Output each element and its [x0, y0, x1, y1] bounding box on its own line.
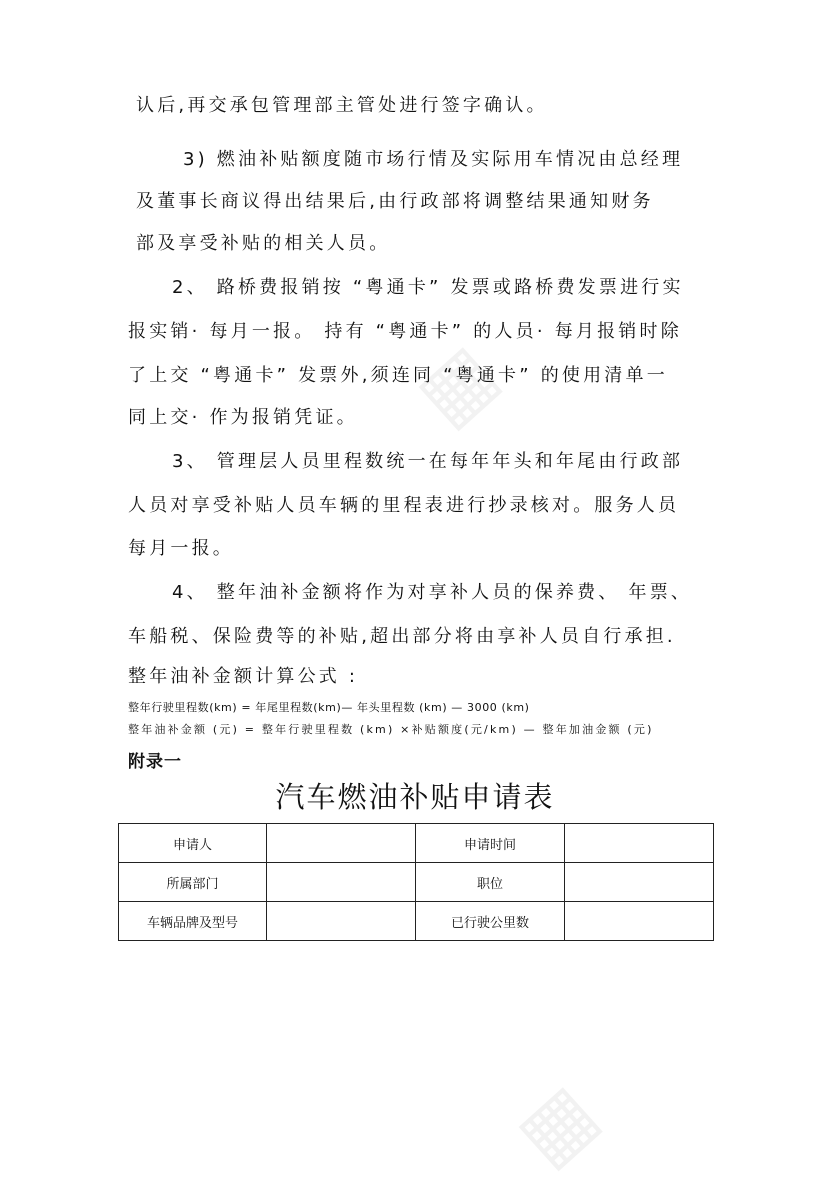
watermark: ▦	[499, 1066, 615, 1183]
paragraph-line: 及董事长商议得出结果后,由行政部将调整结果通知财务	[136, 191, 654, 212]
label-applicant: 申请人	[119, 824, 267, 863]
value-mileage-driven[interactable]	[565, 902, 714, 941]
paragraph-line: 同上交· 作为报销凭证。	[128, 407, 358, 428]
value-vehicle-model[interactable]	[267, 902, 416, 941]
form-title: 汽车燃油补贴申请表	[275, 780, 555, 814]
paragraph-line: 3、 管理层人员里程数统一在每年年头和年尾由行政部	[172, 451, 684, 472]
paragraph-line: 每月一报。	[128, 538, 234, 559]
paragraph-line: 4、 整年油补金额将作为对享补人员的保养费、 年票、	[172, 582, 693, 603]
value-applicant[interactable]	[267, 824, 416, 863]
value-apply-time[interactable]	[565, 824, 714, 863]
label-department: 所属部门	[119, 863, 267, 902]
table-row	[119, 863, 714, 902]
table-row	[119, 824, 714, 863]
label-position: 职位	[416, 863, 565, 902]
paragraph-line: 整年油补金额计算公式 :	[128, 666, 359, 687]
paragraph-line: 车船税、保险费等的补贴,超出部分将由享补人员自行承担.	[128, 626, 676, 647]
watermark: ▦	[399, 326, 515, 444]
paragraph-line: 2、 路桥费报销按 “粤通卡” 发票或路桥费发票进行实	[172, 277, 684, 298]
value-department[interactable]	[267, 863, 416, 902]
formula-mileage: 整年行驶里程数(km) = 年尾里程数(km)— 年头里程数 (km) — 3000 (km)	[128, 701, 530, 714]
paragraph-line: 3) 燃油补贴额度随市场行情及实际用车情况由总经理	[183, 149, 684, 170]
label-vehicle-model: 车辆品牌及型号	[119, 902, 267, 941]
paragraph-line: 报实销· 每月一报。 持有 “粤通卡” 的人员· 每月报销时除	[128, 321, 682, 342]
formula-subsidy: 整年油补金额 (元) = 整年行驶里程数 (km) ×补贴额度(元/km) — 整年加油金额 (元)	[128, 723, 654, 736]
appendix-label: 附录一	[128, 752, 182, 772]
paragraph-line: 部及享受补贴的相关人员。	[136, 233, 391, 254]
paragraph-line: 了上交 “粤通卡” 发票外,须连同 “粤通卡” 的使用清单一	[128, 365, 668, 386]
value-position[interactable]	[565, 863, 714, 902]
paragraph-line: 认后,再交承包管理部主管处进行签字确认。	[136, 95, 548, 116]
label-mileage-driven: 已行驶公里数	[416, 902, 565, 941]
table-row	[119, 902, 714, 941]
paragraph-line: 人员对享受补贴人员车辆的里程表进行抄录核对。服务人员	[128, 495, 680, 516]
label-apply-time: 申请时间	[416, 824, 565, 863]
subsidy-application-form	[118, 823, 714, 941]
